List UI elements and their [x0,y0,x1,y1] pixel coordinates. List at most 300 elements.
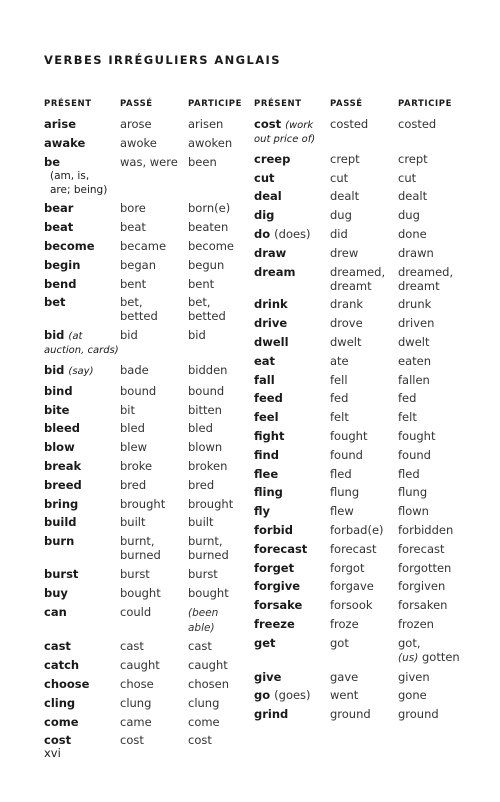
verb-participle [398,542,464,556]
verb-past [330,152,398,166]
verb-infinitive: fall [254,372,275,387]
verb-past [120,421,188,435]
verb-past-form: got [330,635,349,650]
verb-present [254,208,330,222]
verb-past [120,459,188,473]
verb-past-form: began [120,257,157,272]
verb-infinitive: drive [254,316,288,331]
verb-row [254,596,464,615]
verb-participle-form: bet, [188,295,211,310]
verb-participle [188,363,244,379]
verb-infinitive: bid [44,362,65,377]
verb-participle-form: awoken [188,135,233,150]
verb-present [254,561,330,575]
verb-row [254,187,464,206]
verb-participle [188,421,244,435]
verb-row [44,637,244,656]
verb-participle-form: given [398,669,430,684]
verb-infinitive: dig [254,208,275,223]
verb-present [44,605,120,635]
verb-participle-form: driven [398,316,435,331]
verb-row [254,150,464,169]
verb-past-form: bit [120,402,136,417]
verb-participle [398,485,464,499]
verb-present [254,391,330,405]
verb-participle [398,297,464,311]
verb-row [254,244,464,263]
verb-past-form: fell [330,372,348,387]
verb-present [254,636,330,665]
verb-participle [188,328,244,358]
verb-participle [398,189,464,203]
verb-row [44,134,244,153]
verb-past [330,265,398,293]
verb-row [44,584,244,603]
verb-infinitive: become [44,238,95,253]
verb-row [44,199,244,218]
verb-past-form: felt [330,410,349,425]
verb-past [330,297,398,311]
verb-past [120,478,188,492]
verb-participle-form: forecast [398,541,445,556]
verb-past [120,567,188,581]
verb-row [44,401,244,420]
verb-participle-form: gotten [418,649,460,664]
verb-participle [398,265,464,293]
verb-participle-form: arisen [188,117,224,131]
verb-past [120,155,188,197]
verb-past [120,677,188,691]
verb-past-form: forbad(e) [330,522,384,537]
verb-participle-form: bidden [188,362,228,377]
verb-participle-form: bled [188,421,213,436]
verb-row [44,256,244,275]
verb-past [120,497,188,511]
verb-past [330,208,398,222]
verb-past-form: was, were [120,154,178,169]
verb-participle [188,715,244,729]
verb-participle-form: caught [188,658,228,673]
verb-infinitive: bet [44,295,66,310]
verb-row [44,153,244,200]
verb-past-form: became [120,238,167,253]
verb-participle [398,579,464,593]
verb-participle-form: become [188,238,235,253]
verb-participle-form: born(e) [188,201,231,216]
verb-infinitive: do [254,226,271,241]
verb-participle-form: broken [188,458,228,473]
verb-participle-form: bent [188,276,215,291]
verb-participle-form: begun [188,257,225,272]
verb-infinitive: bind [44,383,73,398]
verb-past [330,373,398,387]
verb-present [44,328,120,358]
verb-table-left [44,98,244,750]
verb-past [120,403,188,417]
verb-present [254,504,330,518]
verb-infinitive: drink [254,297,288,312]
verb-past [120,277,188,291]
verb-past [120,239,188,253]
verb-infinitive: dream [254,264,296,279]
verb-row [44,361,244,382]
verb-past [330,707,398,721]
verb-infinitive: cut [254,170,275,185]
verb-participle [398,670,464,684]
verb-infinitive: fling [254,485,283,500]
verb-past [120,258,188,272]
verb-row [44,565,244,584]
verb-infinitive: flee [254,466,279,481]
verb-infinitive: forget [254,560,295,575]
verb-past [330,316,398,330]
verb-participle-form: forsaken [398,598,448,613]
verb-infinitive: feed [254,391,283,406]
verb-usage-note: auction, cards) [44,345,119,357]
verb-present [44,696,120,710]
verb-past [330,504,398,518]
verb-past-form: bore [120,201,146,216]
verb-past [330,523,398,537]
verb-present [254,171,330,185]
verb-row [254,115,464,150]
verb-participle-line [398,650,464,665]
header-past: PASSÉ [120,99,153,109]
verb-past-form: drove [330,316,363,331]
verb-participle-form: flown [398,504,429,519]
header-past: PASSÉ [330,99,363,109]
verb-infinitive: go [254,688,271,703]
verb-present [254,265,330,293]
verb-infinitive: bend [44,276,77,291]
verb-past-form: found [330,447,363,462]
verb-participle [398,171,464,185]
verb-participle [188,295,244,323]
verb-past-form: awoke [120,135,157,150]
verb-past-form: fought [330,428,368,443]
verb-participle [398,152,464,166]
verb-row [44,438,244,457]
verb-past-form: forecast [330,541,377,556]
verb-row [254,502,464,521]
verb-participle-form: bound [188,383,225,398]
verb-past [120,715,188,729]
verb-participle [398,410,464,424]
verb-present [254,246,330,260]
verb-infinitive: cling [44,695,76,710]
verb-present [254,227,330,241]
verb-participle-form: costed [398,117,437,131]
verb-past [120,136,188,150]
verb-present [254,335,330,349]
verb-participle [188,534,244,562]
verb-row [44,603,244,638]
verb-participle-form: dreamed, [398,264,454,279]
verb-past [120,328,188,358]
verb-present [44,567,120,581]
verb-infinitive: fly [254,504,271,519]
verb-participle-form: beaten [188,220,229,235]
verb-participle-form: dealt [398,189,428,204]
verb-past-form: forgot [330,560,365,575]
verb-participle [188,497,244,511]
verb-infinitive: bite [44,402,70,417]
verb-past [120,440,188,454]
verb-past [330,227,398,241]
verb-past [330,189,398,203]
verb-past [120,201,188,215]
verb-present [44,497,120,511]
verb-past-form: bound [120,383,157,398]
verb-participle-form: eaten [398,353,431,368]
verb-participle [398,448,464,462]
verb-present [254,189,330,203]
verb-past-form: clung [120,695,152,710]
verb-present [254,579,330,593]
verb-participle [188,258,244,272]
verb-participle-line [398,279,464,293]
verb-participle-form: chosen [188,676,230,691]
verb-past [330,117,398,147]
verb-present [44,586,120,600]
verb-past-form: blew [120,440,147,455]
verb-past-form: burnt, [120,534,155,549]
verb-past-form: bade [120,362,149,377]
verb-row [254,465,464,484]
verb-participle-form: cost [188,733,212,748]
verb-past [330,561,398,575]
verb-past-form: flung [330,485,360,500]
verb-infinitive: dwell [254,334,289,349]
verb-participle [188,239,244,253]
verb-row [44,275,244,294]
verb-row [254,427,464,446]
verb-past [330,429,398,443]
verb-participle [398,208,464,222]
verb-participle-form: forbidden [398,522,454,537]
verb-participle [398,373,464,387]
verb-past-form: dug [330,208,352,223]
verb-participle-form: felt [398,410,417,425]
verb-past [120,220,188,234]
verb-infinitive: forecast [254,541,308,556]
verb-past [120,696,188,710]
verb-past-form: brought [120,496,166,511]
verb-row [44,218,244,237]
verb-present [254,617,330,631]
verb-past-form: forgave [330,579,374,594]
verb-participle-form: drawn [398,245,434,260]
verb-participle-form: dwelt [398,334,430,349]
verb-row [44,731,244,750]
verb-present [44,440,120,454]
verb-present [44,239,120,253]
verb-past [330,636,398,665]
verb-past-form: bet, [120,295,143,310]
verb-past [330,542,398,556]
verb-infinitive: forgive [254,579,301,594]
verb-participle-form: fought [398,428,436,443]
verb-present [254,117,330,147]
verb-present [254,373,330,387]
page-title: VERBES IRRÉGULIERS ANGLAIS [44,53,281,67]
verb-participle-form: betted [188,309,226,324]
verb-present [254,297,330,311]
verb-past-form: dreamed, [330,264,386,279]
verb-participle [398,617,464,631]
verb-row [44,656,244,675]
verb-row [44,326,244,361]
verb-participle [188,220,244,234]
verb-past-form: forsook [330,598,373,613]
verb-row [44,713,244,732]
verb-past-form: bled [120,421,145,436]
verb-infinitive: deal [254,189,282,204]
verb-infinitive: arise [44,117,77,131]
verb-participle [188,658,244,672]
verb-row [254,483,464,502]
verb-row [254,333,464,352]
verb-past-form: froze [330,616,359,631]
verb-infinitive: cost [254,117,282,131]
verb-usage-note: (work [285,120,314,131]
verb-row [44,382,244,401]
verb-row [254,615,464,634]
verb-past-form: broke [120,458,153,473]
verb-past-form: arose [120,117,152,131]
verb-participle [398,429,464,443]
verb-participle [188,201,244,215]
verb-row [254,352,464,371]
verb-infinitive: draw [254,245,287,260]
verb-participle-form: bitten [188,402,222,417]
verb-participle-form: crept [398,151,428,166]
verb-participle-form: found [398,447,431,462]
verb-past-form: flew [330,504,354,519]
verb-past [330,354,398,368]
verb-row [44,532,244,565]
verb-past [330,448,398,462]
verb-row [44,237,244,256]
verb-row [44,694,244,713]
verb-past-form: dreamt [330,278,372,293]
verb-infinitive: burn [44,534,75,549]
verb-infinitive: build [44,515,77,530]
verb-present [44,277,120,291]
verb-past-form: burst [120,566,150,581]
verb-past-form: chose [120,676,154,691]
verb-infinitive: feel [254,410,279,425]
verb-infinitive: get [254,635,276,650]
verb-participle [398,598,464,612]
verb-participle [398,561,464,575]
verb-present [254,707,330,721]
verb-participle [398,227,464,241]
verb-participle-form: flung [398,485,428,500]
header-present: PRÉSENT [254,99,302,109]
verb-past-form: ground [330,707,371,722]
header-row [44,98,244,115]
verb-row [254,540,464,559]
verb-usage-note: (am, is, [50,169,90,182]
verb-participle-form: fed [398,391,417,406]
verb-infinitive: grind [254,707,289,722]
verb-past [330,579,398,593]
verb-participle-form: gone [398,688,427,703]
verb-past [120,658,188,672]
header-row [254,98,464,115]
verb-participle [398,246,464,260]
verb-past-form: dwelt [330,334,362,349]
verb-participle-form: brought [188,496,234,511]
verb-participle [398,688,464,702]
header-participle: PARTICIPE [188,99,242,109]
verb-present [44,258,120,272]
verb-participle [398,354,464,368]
verb-participle-form: cast [188,639,212,654]
verb-participle-form: been [188,154,217,169]
verb-past [120,605,188,635]
verb-infinitive: cost [44,733,72,748]
verb-participle-form: come [188,714,220,729]
page-number: xvi [44,746,61,760]
verb-past-form: crept [330,151,360,166]
verb-past-form: gave [330,669,359,684]
verb-participle [188,277,244,291]
verb-infinitive: forbid [254,522,293,537]
verb-past-form: could [120,604,152,619]
verb-past [120,295,188,323]
verb-present [254,354,330,368]
verb-infinitive: catch [44,658,80,673]
verb-participle [398,636,464,665]
verb-past-form: bent [120,276,147,291]
verb-row [254,371,464,390]
verb-usage-note: (at [68,331,83,343]
verb-participle-form: fled [398,466,420,481]
verb-participle-form: fallen [398,372,430,387]
verb-present [44,478,120,492]
verb-present [44,715,120,729]
verb-past [120,384,188,398]
verb-row [44,457,244,476]
verb-past-form: drank [330,297,364,312]
verb-participle-form: burned [188,548,229,563]
verb-participle-form: bid [188,328,206,343]
verb-participle-form: burst [188,566,218,581]
verb-row [254,705,464,724]
verb-participle-form: clung [188,695,220,710]
verb-past-form: beat [120,220,146,235]
verb-present [254,410,330,424]
verb-present [44,220,120,234]
verb-infinitive: freeze [254,616,295,631]
verb-past-form: cut [330,170,349,185]
verb-participle-form: blown [188,440,223,455]
verb-present [44,534,120,562]
verb-present [44,459,120,473]
verb-past [120,586,188,600]
verb-present [254,467,330,481]
verb-note: (goes) [274,688,311,703]
verb-participle-note: (been able) [188,606,219,634]
verb-participle [188,696,244,710]
verb-participle-form: got, [398,635,421,650]
verb-past-form: betted [120,309,158,324]
verb-infinitive: fight [254,428,285,443]
verb-participle-form: frozen [398,616,434,631]
verb-participle [398,523,464,537]
